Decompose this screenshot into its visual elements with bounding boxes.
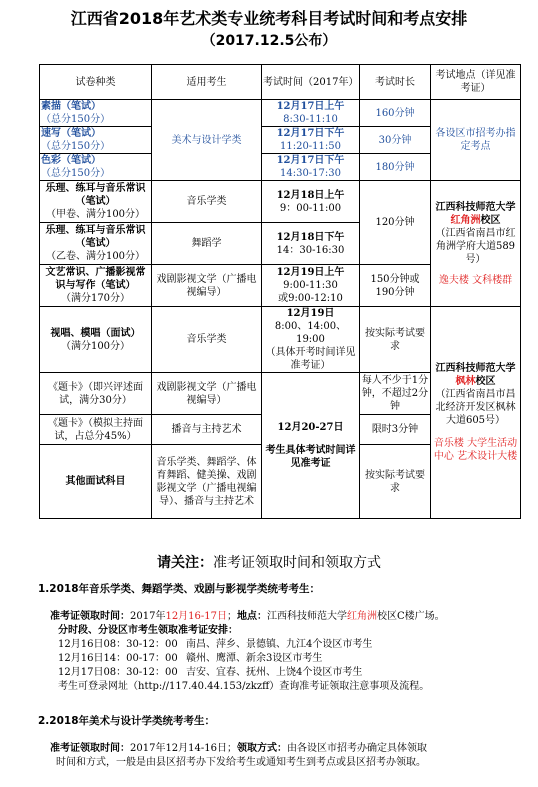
header-exam-time: 考试时间（2017年） [262,65,360,100]
duration-wenyi: 150分钟或190分钟 [360,265,431,307]
section-1-slot-1: 12月16日08：30-12：00 南昌、萍乡、景德镇、九江4个设区市考生 [58,639,373,650]
duration-yueli: 120分钟 [360,181,431,265]
duration-other: 按实际考试要求 [360,445,431,519]
publish-date: （2017.12.5公布） [201,33,337,49]
exam-wenyi: 文艺常识、广播影视常识与写作（笔试） （满分170分） [40,265,152,307]
section-1-schedule-title: 分时段、分设区市考生领取准考证安排： [58,625,238,636]
schedule-table [39,64,521,519]
section-1-title: 1.2018年音乐学类、舞蹈学类、戏剧与影视学类统考考生： [38,583,321,595]
applicants-drama: 戏剧影视文学（广播电视编导） [152,265,262,307]
section-1-slot-3: 12月17日08：30-12：00 吉安、宜春、抚州、上饶4个设区市考生 [58,667,363,678]
table-header-row [40,65,521,100]
section-1-pickup-line: 准考证领取时间：2017年12月16-17日；地点：江西科技师范大学红角洲校区C楼广场。 [50,611,445,622]
exam-yueli-jia: 乐理、练耳与音乐常识（笔试） （甲卷、满分100分） [40,181,152,223]
header-exam-type: 试卷种类 [40,65,152,100]
exam-tika-pingshu: 《题卡》（即兴评述面试，满分30分） [40,373,152,415]
duration-tika-pingshu: 每人不少于1分钟，不超过2分钟 [360,373,431,415]
header-duration: 考试时长 [360,65,431,100]
exam-other-interview: 其他面试科目 [40,445,152,519]
time-yueli-yi: 12月18日下午 14：30-16:30 [262,223,360,265]
exam-shichang: 视唱、模唱（面试） （满分100分） [40,307,152,373]
time-yueli-jia: 12月18日上午 9：00-11:00 [262,181,360,223]
location-hongjiaozhou: 江西科技师范大学红角洲校区 （江西省南昌市红角洲学府大道589号） 逸夫楼 文科楼群 [431,181,521,307]
time-shichang: 12月19日 8:00、14:00、19:00 （具体开考时间详见准考证） [262,307,360,373]
location-fenglin: 江西科技师范大学枫林校区 （江西省南昌市昌北经济开发区枫林大道605号） 音乐楼 大学生活动中心 艺术设计大楼 [431,307,521,519]
section-2-pickup-line-2: 时间和方式，一般是由县区招考办下发给考生或通知考生到考点或县区招考办领取。 [56,757,426,768]
exam-tika-zhuchi: 《题卡》（模拟主持面试，占总分45%） [40,415,152,445]
section-2-pickup-line: 准考证领取时间：2017年12月14-16日；领取方式：由各设区市招考办确定具体领取 [50,743,428,754]
time-sumiao: 12月17日上午 8:30-11:10 [262,100,360,127]
duration-sumiao: 160分钟 [360,100,431,127]
applicants-dance: 舞蹈学 [152,223,262,265]
applicants-music: 音乐学类 [152,181,262,223]
applicants-shichang: 音乐学类 [152,307,262,373]
exam-secai: 色彩（笔试） （总分150分） [40,154,152,181]
section-1-website-note: 考生可登录网址（http://117.40.44.153/zkzff）查询准考证领取注意事项及流程。 [58,681,430,692]
header-location: 考试地点（详见准考证） [431,65,521,100]
duration-secai: 180分钟 [360,154,431,181]
applicants-meishu: 美术与设计学类 [152,100,262,181]
header-applicants: 适用考生 [152,65,262,100]
section-1-slot-2: 12月16日14：00-17：00 赣州、鹰潭、新余3设区市考生 [58,653,323,664]
duration-suxie: 30分钟 [360,127,431,154]
exam-suxie: 速写（笔试） （总分150分） [40,127,152,154]
section-2-title: 2.2018年美术与设计学类统考考生： [38,715,216,727]
notice-section-1 [0,582,538,694]
time-secai: 12月17日下午 14:30-17:30 [262,154,360,181]
table-row [40,100,521,127]
duration-tika-zhuchi: 限时3分钟 [360,415,431,445]
table-row [40,181,521,223]
applicants-tika-pingshu: 戏剧影视文学（广播电视编导） [152,373,262,415]
time-wenyi: 12月19日上午 9:00-11:30 或9:00-12:10 [262,265,360,307]
time-interview: 12月20-27日 考生具体考试时间详见准考证 [262,373,360,519]
applicants-tika-zhuchi: 播音与主持艺术 [152,415,262,445]
applicants-other: 音乐学类、舞蹈学、体育舞蹈、健美操、戏剧影视文学（广播电视编导）、播音与主持艺术 [152,445,262,519]
location-meishu: 各设区市招考办指定考点 [431,100,521,181]
page-title: 江西省2018年艺术类专业统考科目考试时间和考点安排 [70,9,468,28]
table-row [40,307,521,373]
notice-section-2 [0,714,538,770]
notice-heading: 请关注：准考证领取时间和领取方式 [157,555,381,571]
exam-yueli-yi: 乐理、练耳与音乐常识（笔试） （乙卷、满分100分） [40,223,152,265]
exam-sumiao: 素描（笔试） （总分150分） [40,100,152,127]
duration-shichang: 按实际考试要求 [360,307,431,373]
time-suxie: 12月17日下午 11:20-11:50 [262,127,360,154]
